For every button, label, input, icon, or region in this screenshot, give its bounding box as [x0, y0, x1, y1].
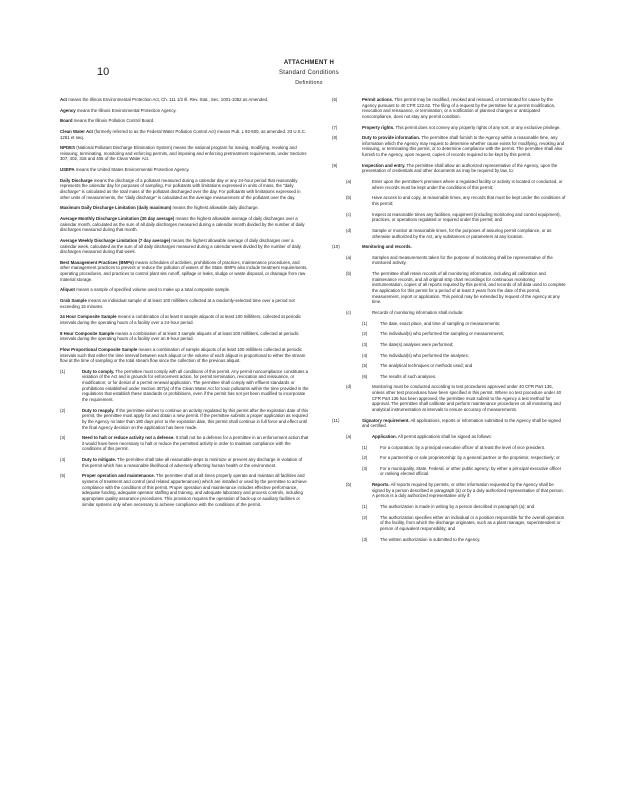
condition-label: (a) — [346, 254, 352, 260]
condition-label: (1) — [362, 320, 368, 326]
condition-body: For a partnership or sole proprietorship: by a general partner or the proprietor, respectively; or — [380, 455, 560, 461]
definition-item — [60, 178, 310, 201]
right-column — [326, 97, 566, 547]
definition-text: means the Illinois Environmental Protection Act, Ch. 111 1/2 Ill. Rev. Stat., Sec. 1001-1052 as Amended. — [68, 97, 269, 102]
condition-item — [326, 179, 566, 190]
condition-text — [380, 321, 566, 327]
condition-item — [326, 212, 566, 223]
condition-body: The analytical techniques or methods used; and — [380, 363, 473, 369]
condition-label: (6) — [362, 373, 368, 379]
definition-text: means the highest allowable average of daily discharges over a calendar month, calculated as the sum of all daily discharges measured during a calendar month divided by the number of daily discharges measured during that month. — [60, 215, 305, 233]
condition-text — [362, 125, 566, 131]
condition-body: The date, exact place, and time of sampling or measurements; — [380, 320, 501, 326]
definition-term: 24 Hour Composite Sample — [60, 314, 117, 320]
condition-item — [326, 384, 566, 412]
condition-text — [380, 374, 566, 380]
condition-heading: Reports. — [372, 482, 390, 488]
definition-item — [60, 167, 310, 173]
definition-text: means the Illinois Pollution Control Board. — [73, 118, 155, 124]
definition-text: means schedules of activities, prohibitions of practices, maintenance procedures, and other management practices to prevent or reduce the pollution of waters of the State. BMPs also include treatment requirements, operating procedures, and practices to control plant site runoff, spillage or leaks, sludge or waste disposal, or drainage from raw material storage. — [60, 259, 308, 282]
definition-term: Clean Water Act — [60, 128, 93, 134]
condition-heading: Permit actions. — [362, 97, 394, 102]
condition-text — [82, 435, 310, 452]
definition-term: Agency — [60, 107, 76, 113]
condition-body: Records of monitoring information shall include: — [372, 309, 464, 315]
definition-text: means the Illinois Environmental Protection Agency. — [76, 107, 177, 113]
condition-item — [326, 255, 566, 266]
condition-body: The permittee shall furnish to the Agency within a reasonable time, any information which the Agency may request to determine whether cause exists for modifying, revoking and reissuing, or terminating this permit, or to determine compliance with the permit. The permittee shall also furnish to the Agency, upon request, copies of records required to be kept by this permit. — [362, 135, 565, 158]
condition-text — [380, 504, 566, 510]
definition-item — [60, 238, 310, 255]
condition-text — [380, 455, 566, 461]
definition-item — [60, 314, 310, 325]
condition-body: The results of such analyses. — [380, 373, 437, 379]
condition-body: The permittee shall take all reasonable steps to minimize or prevent any discharge in violation of this permit which has a reasonable likelihood of adversely affecting human health or the environment. — [82, 457, 303, 468]
condition-text — [82, 473, 310, 507]
definition-item — [60, 287, 310, 293]
condition-text — [362, 418, 566, 429]
condition-item — [326, 455, 566, 461]
condition-label: (5) — [362, 363, 368, 369]
condition-text — [82, 457, 310, 468]
condition-item — [326, 418, 566, 429]
condition-text — [380, 515, 566, 532]
conditions-list-right — [326, 97, 566, 542]
condition-text — [372, 195, 566, 206]
condition-label: (6) — [332, 97, 338, 102]
condition-text — [372, 310, 566, 316]
definition-item — [60, 216, 310, 233]
condition-item — [326, 466, 566, 477]
condition-item — [326, 342, 566, 348]
condition-label: (b) — [346, 195, 352, 201]
condition-body: The date(s) analyses were performed; — [380, 341, 454, 347]
left-column — [60, 97, 310, 512]
condition-item — [326, 504, 566, 510]
condition-item — [60, 473, 310, 507]
definition-term: NPDES — [60, 145, 75, 151]
definition-item — [60, 205, 310, 211]
condition-text — [380, 466, 566, 477]
condition-body: It shall not be a defense for a permittee in an enforcement action that it would have been necessary to halt or reduce the permitted activity in order to maintain compliance with the conditions of this permit. — [82, 435, 309, 452]
condition-text — [372, 271, 566, 305]
condition-item — [326, 363, 566, 369]
condition-item — [326, 331, 566, 337]
condition-text — [372, 228, 566, 239]
definition-item — [60, 129, 310, 140]
condition-body: This permit does not convey any property rights of any sort, or any exclusive privilege. — [395, 124, 561, 130]
condition-item — [326, 374, 566, 380]
condition-heading: Proper operation and maintenance. — [82, 473, 155, 479]
condition-text — [380, 537, 566, 543]
condition-label: (5) — [60, 473, 66, 479]
condition-label: (4) — [362, 352, 368, 358]
condition-text — [380, 363, 566, 369]
condition-text — [380, 331, 566, 337]
condition-label: (10) — [332, 244, 340, 250]
definition-text: means a combination of at least 8 sample aliquots of at least 100 milliliters, collected at periodic intervals during the operating hours of a facility over a 24-hour period. — [60, 314, 302, 325]
condition-body: The written authorization is submitted to the Agency. — [380, 536, 481, 542]
condition-body: The individual(s) who performed the analyses; — [380, 352, 469, 358]
condition-heading: Duty to mitigate. — [82, 457, 117, 463]
definition-term: Daily Discharge — [60, 177, 93, 183]
condition-body: The permittee shall retain records of all monitoring information, including all calibration and maintenance records, and all original strip chart recordings for continuous monitoring instrumentation, copies of all reports required by this permit, and records of all data used to complete the application for this permit for a period of at least 3 years from the date of this permit, measurement, report or application. This period may be extended by request of the Agency at any time. — [372, 271, 566, 305]
condition-heading: Application. — [372, 433, 397, 439]
condition-item — [60, 408, 310, 431]
definition-term: Average Weekly Discharge Limitation (7 day average) — [60, 237, 171, 243]
condition-item — [326, 353, 566, 359]
definition-term: 8 Hour Composite Sample — [60, 330, 115, 336]
definition-item — [60, 97, 310, 103]
condition-item — [326, 195, 566, 206]
condition-body: All applications, reports or information submitted to the Agency shall be signed and certified. — [362, 417, 561, 429]
definition-term: Board — [60, 118, 73, 124]
condition-body: Enter upon the permittee's premises where a regulated facility or activity is located or conducted, or where records must be kept under the conditions of this permit; — [372, 179, 563, 190]
condition-body: The permittee must comply with all conditions of this permit. Any permit noncompliance constitutes a violation of the Act and is grounds for enforcement action, for permit termination, revocation and reissuance, or modification; or for denial of a permit renewal application. The permittee shall comply with effluent standards or prohibitions established under Section 307(a) of the Clean Water Act for toxic pollutants within the time provided in the regulations that establish these standards or prohibitions, even if the permit has not yet been modified to incorporate the requirement. — [82, 368, 309, 402]
condition-body: Sample or monitor at reasonable times, for the purposes of assuring permit compliance, or as otherwise authorized by the Act, any substances or parameters at any location. — [372, 227, 552, 239]
condition-body: The permittee shall at all times properly operate and maintain all facilities and systems of treatment and control (and related appurtenances) which are installed or used by the permittee to achieve compliance with the conditions of this permit. Proper operation and maintenance includes effective performance, adequate funding, adequate operator staffing and training, and adequate laboratory and process controls, including appropriate quality assurance procedures. This provision requires the operation of back-up or auxiliary facilities or similar systems only when necessary to achieve compliance with the conditions of the permit. — [82, 473, 307, 507]
condition-label: (2) — [362, 514, 368, 520]
condition-body: For a municipality, State, Federal, or other public agency: by either a principal executive officer or ranking elected official. — [380, 465, 562, 477]
page-number: 10 — [97, 66, 110, 78]
condition-label: (c) — [346, 309, 352, 315]
condition-item — [326, 271, 566, 305]
condition-text — [372, 212, 566, 223]
condition-label: (2) — [362, 331, 368, 337]
condition-heading: Inspection and entry. — [362, 162, 406, 168]
condition-label: (4) — [60, 457, 66, 463]
condition-body: All reports required by permits, or other information requested by the Agency shall be signed by a person described in paragraph (a) or by a duly authorized representative of that person. A person is a duly authorized representative only if: — [372, 482, 564, 499]
condition-text — [380, 353, 566, 359]
condition-item — [60, 435, 310, 452]
condition-body: This permit may be modified, revoked and reissued, or terminated for cause by the Agency pursuant to 40 CFR 122.62. The filing of a request by the permittee for a permit modification, revocation and reissuance, or termination, or a notification of planned changes or anticipated noncompliance, does not stay any permit condition. — [362, 97, 556, 119]
condition-body: The authorization is made in writing by a person described in paragraph (a); and — [380, 504, 535, 510]
condition-label: (b) — [346, 482, 352, 488]
condition-text — [362, 97, 566, 120]
condition-heading: Property rights. — [362, 124, 395, 130]
condition-heading: Duty to provide information. — [362, 135, 421, 141]
condition-text — [372, 179, 566, 190]
condition-text — [362, 244, 566, 250]
condition-label: (7) — [332, 124, 338, 130]
condition-item — [60, 457, 310, 468]
condition-label: (d) — [346, 384, 352, 390]
condition-label: (3) — [60, 435, 66, 441]
condition-text — [380, 342, 566, 348]
definition-text: (formerly referred to as the Federal Water Pollution Control Act) means Pub. L 92-500, as amended. 33 U.S.C. 1251 et seq. — [60, 128, 307, 140]
condition-label: (a) — [346, 179, 352, 185]
definition-text: means the discharge of a pollutant measured during a calendar day or any 24-hour period that reasonably represents the calendar day for purposes of sampling. For pollutants with limitations expressed in units of mass, the "daily discharge" is calculated as the total mass of the pollutant discharged over the day. For pollutants with limitations expressed in other units of measurements, the "daily discharge" is calculated as the average measurement of the pollutant over the day. — [60, 177, 301, 200]
definition-item — [60, 298, 310, 309]
definition-text: means the United States Environmental Protection Agency. — [75, 167, 190, 173]
condition-item — [326, 482, 566, 499]
condition-item — [326, 135, 566, 158]
section-title: Standard Conditions — [278, 70, 340, 76]
condition-body: The permittee shall allow an authorized representative of the Agency, upon the presentation of credentials and other documents as may be required by law, to: — [362, 162, 558, 174]
condition-item — [326, 163, 566, 174]
condition-body: The authorization specifies either an individual or a position responsible for the overall operation of the facility, from which the discharge originates, such as a plant manager, superintendent or person of equivalent responsibility; and — [380, 514, 565, 531]
definition-term: Maximum Daily Discharge Limitation (daily maximum) — [60, 205, 172, 211]
condition-label: (2) — [60, 407, 66, 413]
condition-label: (a) — [346, 433, 352, 439]
definition-term: USEPA — [60, 167, 75, 173]
definition-item — [60, 145, 310, 162]
condition-heading: Signatory requirement. — [362, 417, 410, 423]
condition-label: (d) — [346, 227, 352, 233]
condition-heading: Duty to reapply. — [82, 407, 115, 413]
conditions-list-left — [60, 369, 310, 507]
definition-term: Act — [60, 97, 67, 102]
condition-label: (3) — [362, 341, 368, 347]
condition-text — [362, 135, 566, 158]
definition-text: means the highest allowable average of daily discharges over a calendar week, calculated as the sum of all daily discharges measured during a calendar week divided by the number of daily discharges measured during that week. — [60, 237, 301, 255]
definition-item — [60, 108, 310, 114]
condition-text — [372, 434, 566, 440]
condition-label: (9) — [332, 162, 338, 168]
definition-text: means the highest allowable daily discharge. — [172, 205, 259, 211]
definition-term: Flow Proportional Composite Sample — [60, 346, 138, 352]
condition-label: (11) — [332, 417, 340, 423]
definition-item — [60, 331, 310, 342]
condition-item — [326, 537, 566, 543]
condition-item — [326, 97, 566, 120]
definition-term: Best Management Practices (BMPs) — [60, 259, 134, 265]
condition-label: (1) — [362, 444, 368, 450]
condition-item — [60, 369, 310, 403]
condition-body: All permit applications shall be signed as follows: — [397, 433, 492, 439]
condition-body: If the permittee wishes to continue an activity regulated by this permit after the expiration date of this permit, the permittee must apply for and obtain a new permit. If the permittee submits a proper application as required by the Agency no later than 180 days prior to the expiration date, this permit shall continue in full force and effect until the final Agency decision on the application has been made. — [82, 407, 309, 430]
condition-body: Monitoring must be conducted according to test procedures approved under 40 CFR Part 136, unless other test procedures have been specified in this permit. Where no test procedure under 40 CFR Part 136 has been approved, the permittee must submit to the Agency a test method for approval. The permittee shall calibrate and perform maintenance procedures on all monitoring and analytical instrumentation at intervals to ensure accuracy of measurements. — [372, 384, 562, 412]
definition-item — [60, 347, 310, 364]
definition-term: Grab Sample — [60, 298, 87, 304]
condition-label: (3) — [362, 465, 368, 471]
definition-text: means an individual sample of at least 100 milliliters collected at a randomly-selected time over a period not exceeding 15 minutes. — [60, 298, 295, 309]
condition-label: (3) — [362, 536, 368, 542]
condition-text — [82, 408, 310, 431]
condition-label: (1) — [362, 504, 368, 510]
definition-term: Average Monthly Discharge Limitation (30 day average) — [60, 215, 175, 221]
condition-text — [82, 369, 310, 403]
condition-label: (1) — [60, 368, 66, 374]
condition-text — [372, 384, 566, 412]
condition-text — [380, 445, 566, 451]
condition-heading: Monitoring and records. — [362, 244, 412, 250]
definition-item — [60, 260, 310, 283]
definition-item — [60, 118, 310, 124]
condition-text — [372, 255, 566, 266]
definitions-list — [60, 97, 310, 364]
attachment-title: ATTACHMENT H — [283, 60, 335, 66]
condition-item — [326, 321, 566, 327]
definition-text: (National Pollutant Discharge Elimination System) means the national program for issuing, modifying, revoking and reissuing, terminating, monitoring and enforcing permits, and imposing and enforcing pretreatment requirements, under Sections 307, 402, 318 and 405 of the Clean Water Act. — [60, 145, 307, 162]
condition-body: Inspect at reasonable times any facilities, equipment (including monitoring and control equipment), practices, or operations regulated or required under this permit; and — [372, 211, 561, 223]
condition-label: (8) — [332, 135, 338, 141]
definitions-subtitle: Definitions — [295, 80, 323, 86]
condition-item — [326, 445, 566, 451]
condition-text — [372, 482, 566, 499]
condition-body: For a corporation: by a principal executive officer of at least the level of vice president. — [380, 444, 546, 450]
condition-label: (b) — [346, 271, 352, 277]
condition-item — [326, 310, 566, 316]
condition-body: Samples and measurements taken for the purpose of monitoring shall be representative of the monitored activity. — [372, 254, 553, 266]
condition-heading: Need to halt or reduce activity not a defense. — [82, 435, 175, 441]
condition-label: (2) — [362, 455, 368, 461]
condition-body: The individual(s) who performed the sampling or measurements; — [380, 331, 505, 337]
condition-item — [326, 244, 566, 250]
condition-item — [326, 434, 566, 440]
condition-text — [362, 163, 566, 174]
definition-term: Aliquot — [60, 287, 75, 293]
definition-text: means a combination of at least 3 sample aliquots of at least 100 milliliters, collected at periodic intervals during the operating hours of a facility over an 8-hour period. — [60, 330, 299, 342]
condition-item — [326, 228, 566, 239]
definition-text: means a combination of sample aliquots of at least 100 milliliters collected at periodic intervals such that either the time interval between each aliquot or the volume of each aliquot is proportional to either the stream flow at the time of sampling or the total stream flow since the collection of the previous aliquot. — [60, 346, 306, 364]
condition-heading: Duty to comply. — [82, 368, 115, 374]
condition-item — [326, 515, 566, 532]
condition-body: Have access to and copy, at reasonable times, any records that must be kept under the conditions of this permit; — [372, 195, 566, 206]
definition-text: means a sample of specified volume used to make up a total composite sample. — [76, 287, 231, 293]
condition-label: (c) — [346, 211, 352, 217]
condition-item — [326, 125, 566, 131]
